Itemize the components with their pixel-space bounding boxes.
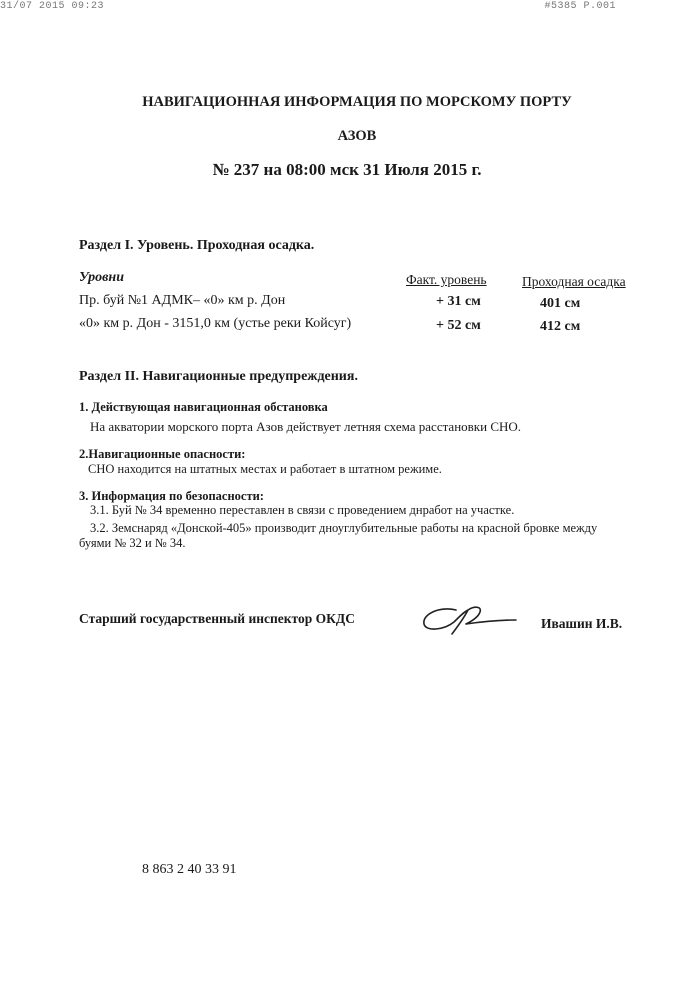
warning-item-heading: 2.Навигационные опасности: bbox=[79, 447, 246, 461]
port-name: АЗОВ bbox=[337, 128, 377, 144]
column-header-fact-level: Факт. уровень bbox=[406, 272, 487, 287]
warning-subitem: 3.2. Земснаряд «Донской-405» производит дноуглубительные работы на красной бровке между bbox=[90, 521, 598, 535]
level-row-name: Пр. буй №1 АДМК– «0» км р. Дон bbox=[79, 293, 286, 308]
warning-subitem-continuation: буями № 32 и № 34. bbox=[79, 536, 186, 550]
fax-header-timestamp: 31/07 2015 09:23 bbox=[0, 1, 105, 12]
handwritten-signature bbox=[418, 602, 518, 638]
level-row-fact: + 31 см bbox=[436, 294, 481, 309]
column-header-draft: Проходная осадка bbox=[522, 274, 626, 289]
column-header-levels: Уровни bbox=[79, 270, 124, 285]
level-row-fact: + 52 см bbox=[436, 318, 481, 333]
document-title: НАВИГАЦИОННАЯ ИНФОРМАЦИЯ ПО МОРСКОМУ ПОРТУ bbox=[142, 94, 572, 110]
level-row-name: «0» км р. Дон - 3151,0 км (устье реки Койсуг) bbox=[79, 316, 352, 331]
section1-heading: Раздел I. Уровень. Проходная осадка. bbox=[79, 238, 315, 253]
level-row-draft: 412 см bbox=[540, 319, 581, 334]
contact-phone: 8 863 2 40 33 91 bbox=[142, 862, 237, 877]
section2-heading: Раздел II. Навигационные предупреждения. bbox=[79, 369, 358, 384]
bulletin-number: № 237 на 08:00 мск 31 Июля 2015 г. bbox=[212, 160, 482, 179]
warning-item-text: На акватории морского порта Азов действует летняя схема расстановки СНО. bbox=[90, 419, 522, 434]
warning-item-text: СНО находится на штатных местах и работает в штатном режиме. bbox=[88, 462, 442, 476]
warning-item-heading: 3. Информация по безопасности: bbox=[79, 489, 264, 503]
warning-subitem: 3.1. Буй № 34 временно переставлен в связи с проведением днработ на участке. bbox=[90, 503, 515, 517]
level-row-draft: 401 см bbox=[540, 296, 581, 311]
signer-title: Старший государственный инспектор ОКДС bbox=[79, 611, 355, 626]
warning-item-heading: 1. Действующая навигационная обстановка bbox=[79, 400, 328, 414]
signer-name: Ивашин И.В. bbox=[541, 616, 623, 631]
fax-header-page: #5385 P.001 bbox=[544, 1, 616, 12]
